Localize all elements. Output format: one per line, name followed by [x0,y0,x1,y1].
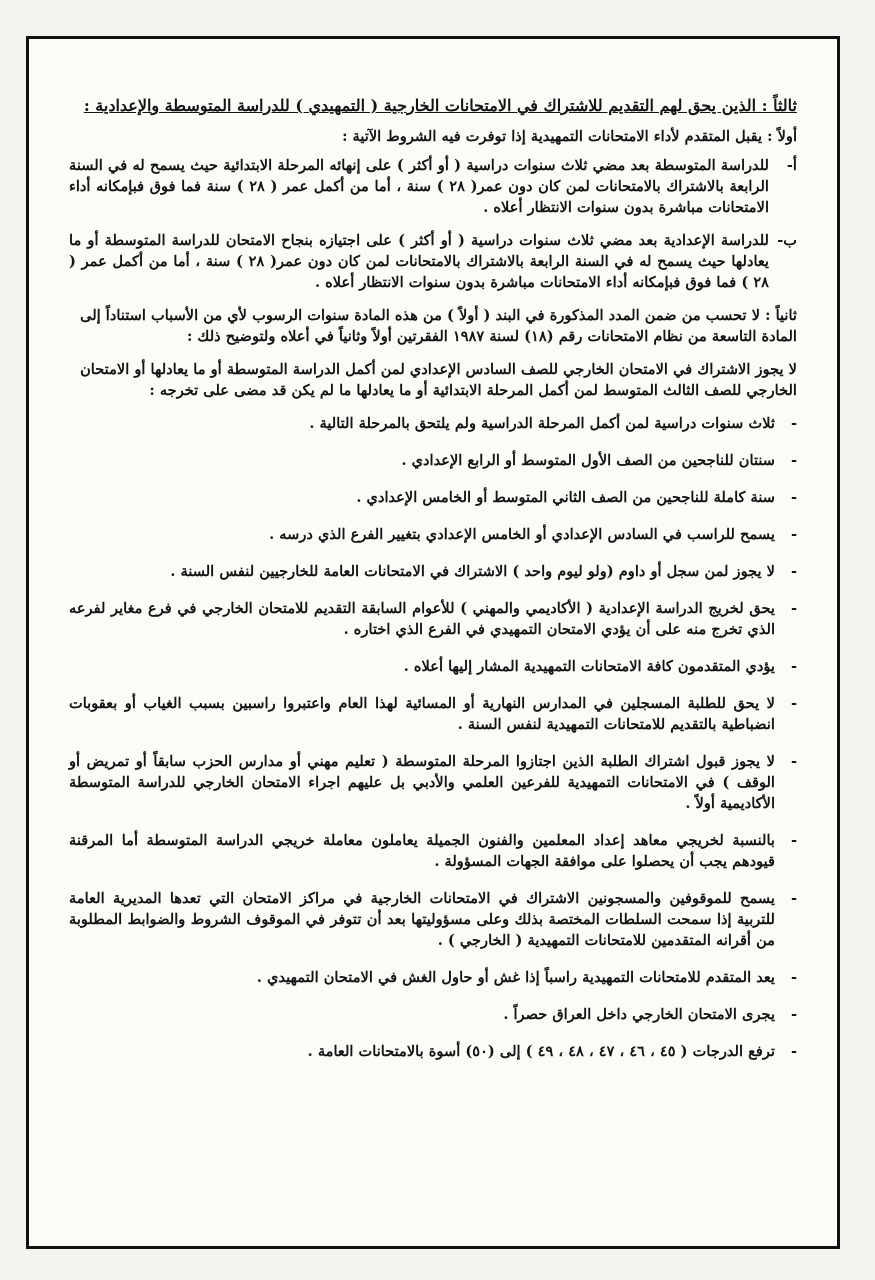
document-frame [26,36,840,1249]
bullet-dash: - [790,832,797,849]
list-item-text: يعد المتقدم للامتحانات التمهيدية راسباً إذا غش أو حاول الغش في الامتحان التمهيدي . [256,969,775,986]
list-item-text: ترفع الدرجات ( ٤٥ ، ٤٦ ، ٤٧ ، ٤٨ ، ٤٩ ) إلى (٥٠) أسوة بالامتحانات العامة . [307,1043,775,1060]
list-item [69,1041,797,1062]
list-item [69,1004,797,1025]
list-item-text: لا يحق للطلبة المسجلين في المدارس النهارية أو المسائية لهذا العام واعتبروا راسبين بسبب الغياب أو بعقوبات انضباطية بالتقديم للامتحانات التمهيدية لنفس السنة . [69,695,775,733]
list-item [69,751,797,814]
condition-a-label: أ- [786,157,797,174]
list-item-text: يجرى الامتحان الخارجي داخل العراق حصراً . [503,1006,775,1023]
rules-list [69,413,797,1062]
list-item [69,487,797,508]
section-title: ثالثاً : الذين يحق لهم التقديم للاشتراك في الامتحانات الخارجية ( التمهيدي ) للدراسة المتوسطة والإعدادية : [83,96,797,115]
bullet-dash: - [790,415,797,432]
condition-b-text: للدراسة الإعدادية بعد مضي ثلاث سنوات دراسية ( أو أكثر ) على اجتيازه بنجاح الامتحان للدراسة المتوسطة أو ما يعادلها حيث يسمح له في السنة الرابعة بالاشتراك بالامتحانات لمن كان دون عمر( ٢٨ ) سنة ، أما من أكمل عمر ( ٢٨ ) فما فوق فبإمكانه أداء الامتحانات مباشرة بدون سنوات الانتظار أعلاه . [69,232,769,291]
bullet-dash: - [790,890,797,907]
list-item [69,598,797,640]
list-item-text: لا يجوز قبول اشتراك الطلبة الذين اجتازوا المرحلة المتوسطة ( تعليم مهني أو مدارس الحزب سابقاً أو تمريض أو الوقف ) في الامتحانات التمهيدية للفرعين العلمي والأدبي بل عليهم اجراء الامتحان الخارجي للدراسة المتوسطة الأكاديمية أولاً . [69,753,775,812]
bullet-dash: - [790,600,797,617]
bullet-dash: - [790,563,797,580]
bullet-dash: - [790,695,797,712]
list-item-text: سنتان للناجحين من الصف الأول المتوسط أو الرابع الإعدادي . [401,452,775,469]
bullet-dash: - [790,753,797,770]
second-paragraph: ثانياً : لا تحسب من ضمن المدد المذكورة في البند ( أولاً ) من هذه المادة سنوات الرسوب لأي من الأسباب استناداً إلى المادة التاسعة من نظام الامتحانات رقم (١٨) لسنة ١٩٨٧ الفقرتين أولاً وثانياً في أعلاه ولتوضيح ذلك : [80,307,797,345]
list-item-text: لا يجوز لمن سجل أو داوم (ولو ليوم واحد ) الاشتراك في الامتحانات العامة للخارجيين لنفس السنة . [170,563,775,580]
condition-a [69,155,797,218]
bullet-dash: - [790,526,797,543]
condition-b-label: ب- [777,232,797,249]
third-paragraph: لا يجوز الاشتراك في الامتحان الخارجي للصف السادس الإعدادي لمن أكمل الدراسة المتوسطة أو ما يعادلها أو الامتحان الخارجي للصف الثالث المتوسط لمن أكمل المرحلة الابتدائية أو ما يعادلها ما لم يكن قد مضى على تخرجه : [80,361,797,399]
list-item [69,967,797,988]
bullet-dash: - [790,658,797,675]
list-item-text: يحق لخريج الدراسة الإعدادية ( الأكاديمي والمهني ) للأعوام السابقة التقديم للامتحان الخارجي في فرع مغاير لفرعه الذي تخرج منه على أن يؤدي الامتحان التمهيدي في الفرع الذي اختاره . [69,600,775,638]
bullet-dash: - [790,1043,797,1060]
list-item [69,450,797,471]
list-item [69,561,797,582]
list-item [69,524,797,545]
list-item-text: سنة كاملة للناجحين من الصف الثاني المتوسط أو الخامس الإعدادي . [356,489,775,506]
list-item [69,413,797,434]
list-item-text: يسمح للراسب في السادس الإعدادي أو الخامس الإعدادي بتغيير الفرع الذي درسه . [269,526,775,543]
first-heading: أولاً : يقبل المتقدم لأداء الامتحانات التمهيدية إذا توفرت فيه الشروط الآتية : [342,128,797,145]
condition-a-text: للدراسة المتوسطة بعد مضي ثلاث سنوات دراسية ( أو أكثر ) على إنهائه المرحلة الابتدائية حيث يسمح له في السنة الرابعة بالاشتراك بالامتحانات لمن كان دون عمر( ٢٨ ) سنة ، أما من أكمل عمر ( ٢٨ ) سنة فما فوق فبإمكانه أداء الامتحانات مباشرة بدون سنوات الانتظار أعلاه . [69,157,769,216]
condition-b [69,230,797,293]
bullet-dash: - [790,969,797,986]
list-item [69,830,797,872]
list-item-text: يسمح للموقوفين والمسجونين الاشتراك في الامتحانات الخارجية في مراكز الامتحان التي تعدها المديرية العامة للتربية إذا سمحت السلطات المختصة بذلك وعلى مسؤوليتها بعد أن تتوفر في الموقوف الشروط والضوابط المطلوبة من أقرانه المتقدمين للامتحانات التمهيدية ( الخارجي ) . [69,890,775,949]
list-item [69,693,797,735]
document-body [69,94,797,1216]
list-item [69,888,797,951]
list-item-text: يؤدي المتقدمون كافة الامتحانات التمهيدية المشار إليها أعلاه . [403,658,775,675]
bullet-dash: - [790,1006,797,1023]
bullet-dash: - [790,489,797,506]
list-item [69,656,797,677]
bullet-dash: - [790,452,797,469]
list-item-text: ثلاث سنوات دراسية لمن أكمل المرحلة الدراسية ولم يلتحق بالمرحلة التالية . [309,415,775,432]
list-item-text: بالنسبة لخريجي معاهد إعداد المعلمين والفنون الجميلة يعاملون معاملة خريجي الدراسة المتوسطة أما المرقنة قيودهم يجب أن يحصلوا على موافقة الجهات المسؤولة . [69,832,775,870]
